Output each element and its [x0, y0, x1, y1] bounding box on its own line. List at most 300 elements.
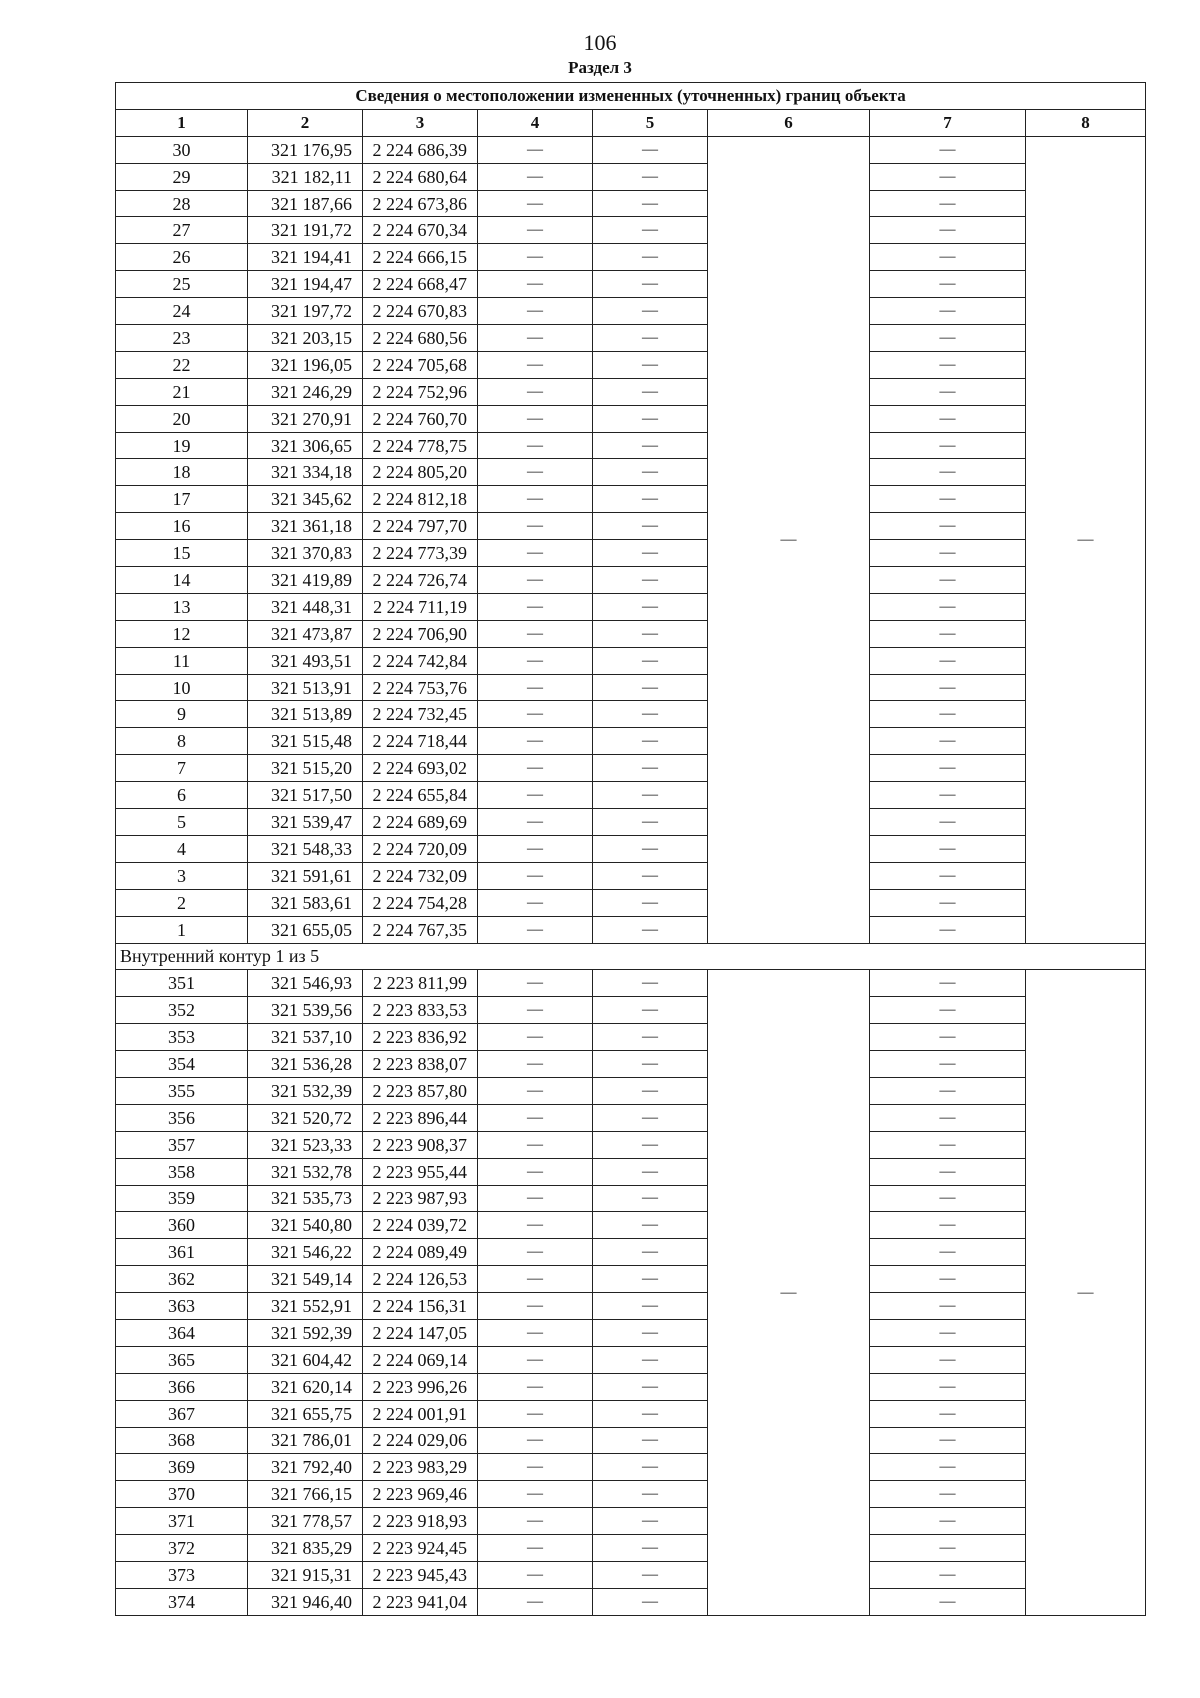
col5-dash-cell: —: [593, 351, 708, 378]
col4-dash-cell: —: [478, 1346, 593, 1373]
col7-dash-cell: —: [870, 674, 1026, 701]
point-number-cell: 366: [116, 1373, 248, 1400]
point-number-cell: 9: [116, 701, 248, 728]
column-header-row: [116, 109, 1146, 136]
x-coordinate-cell: 321 835,29: [248, 1535, 363, 1562]
table-row: [116, 459, 1146, 486]
x-coordinate-cell: 321 515,20: [248, 755, 363, 782]
col4-dash-cell: —: [478, 701, 593, 728]
col4-dash-cell: —: [478, 405, 593, 432]
x-coordinate-cell: 321 517,50: [248, 782, 363, 809]
table-row: [116, 1588, 1146, 1615]
point-number-cell: 19: [116, 432, 248, 459]
col4-dash-cell: —: [478, 325, 593, 352]
table-row: [116, 782, 1146, 809]
subsection-row: [116, 943, 1146, 970]
y-coordinate-cell: 2 223 811,99: [363, 970, 478, 997]
x-coordinate-cell: 321 513,91: [248, 674, 363, 701]
point-number-cell: 23: [116, 325, 248, 352]
col4-dash-cell: —: [478, 244, 593, 271]
col4-dash-cell: —: [478, 1588, 593, 1615]
col7-dash-cell: —: [870, 782, 1026, 809]
y-coordinate-cell: 2 224 673,86: [363, 190, 478, 217]
col7-dash-cell: —: [870, 916, 1026, 943]
table-row: [116, 701, 1146, 728]
table-row: [116, 1400, 1146, 1427]
col7-dash-cell: —: [870, 298, 1026, 325]
point-number-cell: 362: [116, 1266, 248, 1293]
x-coordinate-cell: 321 946,40: [248, 1588, 363, 1615]
y-coordinate-cell: 2 224 668,47: [363, 271, 478, 298]
table-row: [116, 1077, 1146, 1104]
x-coordinate-cell: 321 493,51: [248, 647, 363, 674]
table-row: [116, 1104, 1146, 1131]
table-row: [116, 1051, 1146, 1078]
point-number-cell: 369: [116, 1454, 248, 1481]
col4-dash-cell: —: [478, 1131, 593, 1158]
point-number-cell: 26: [116, 244, 248, 271]
table-row: [116, 540, 1146, 567]
table-row: [116, 755, 1146, 782]
y-coordinate-cell: 2 224 089,49: [363, 1239, 478, 1266]
col5-dash-cell: —: [593, 1561, 708, 1588]
col4-dash-cell: —: [478, 1481, 593, 1508]
col5-dash-cell: —: [593, 1024, 708, 1051]
col4-dash-cell: —: [478, 782, 593, 809]
y-coordinate-cell: 2 224 029,06: [363, 1427, 478, 1454]
point-number-cell: 25: [116, 271, 248, 298]
x-coordinate-cell: 321 766,15: [248, 1481, 363, 1508]
x-coordinate-cell: 321 532,78: [248, 1158, 363, 1185]
x-coordinate-cell: 321 176,95: [248, 136, 363, 163]
point-number-cell: 2: [116, 889, 248, 916]
col4-dash-cell: —: [478, 351, 593, 378]
y-coordinate-cell: 2 224 039,72: [363, 1212, 478, 1239]
column-header: 1: [116, 109, 248, 136]
col4-dash-cell: —: [478, 217, 593, 244]
table-row: [116, 432, 1146, 459]
col7-dash-cell: —: [870, 1588, 1026, 1615]
col7-dash-cell: —: [870, 540, 1026, 567]
y-coordinate-cell: 2 224 689,69: [363, 809, 478, 836]
subsection-label: Внутренний контур 1 из 5: [116, 943, 1146, 970]
point-number-cell: 370: [116, 1481, 248, 1508]
col5-dash-cell: —: [593, 486, 708, 513]
col5-dash-cell: —: [593, 889, 708, 916]
column-header: 8: [1026, 109, 1146, 136]
y-coordinate-cell: 2 224 767,35: [363, 916, 478, 943]
col4-dash-cell: —: [478, 1535, 593, 1562]
col7-dash-cell: —: [870, 405, 1026, 432]
col7-dash-cell: —: [870, 1266, 1026, 1293]
y-coordinate-cell: 2 223 987,93: [363, 1185, 478, 1212]
col7-dash-cell: —: [870, 862, 1026, 889]
point-number-cell: 371: [116, 1508, 248, 1535]
col4-dash-cell: —: [478, 190, 593, 217]
y-coordinate-cell: 2 224 726,74: [363, 567, 478, 594]
y-coordinate-cell: 2 223 896,44: [363, 1104, 478, 1131]
col5-dash-cell: —: [593, 593, 708, 620]
col5-dash-cell: —: [593, 190, 708, 217]
point-number-cell: 10: [116, 674, 248, 701]
point-number-cell: 356: [116, 1104, 248, 1131]
col7-dash-cell: —: [870, 1185, 1026, 1212]
col5-dash-cell: —: [593, 1293, 708, 1320]
col5-dash-cell: —: [593, 1212, 708, 1239]
col7-dash-cell: —: [870, 728, 1026, 755]
point-number-cell: 12: [116, 620, 248, 647]
x-coordinate-cell: 321 539,56: [248, 997, 363, 1024]
table-row: [116, 378, 1146, 405]
x-coordinate-cell: 321 515,48: [248, 728, 363, 755]
point-number-cell: 24: [116, 298, 248, 325]
point-number-cell: 6: [116, 782, 248, 809]
col7-dash-cell: —: [870, 970, 1026, 997]
y-coordinate-cell: 2 224 126,53: [363, 1266, 478, 1293]
y-coordinate-cell: 2 224 773,39: [363, 540, 478, 567]
y-coordinate-cell: 2 223 945,43: [363, 1561, 478, 1588]
y-coordinate-cell: 2 223 996,26: [363, 1373, 478, 1400]
point-number-cell: 13: [116, 593, 248, 620]
col7-dash-cell: —: [870, 217, 1026, 244]
col4-dash-cell: —: [478, 378, 593, 405]
col7-dash-cell: —: [870, 1346, 1026, 1373]
table-row: [116, 620, 1146, 647]
y-coordinate-cell: 2 224 001,91: [363, 1400, 478, 1427]
col5-dash-cell: —: [593, 647, 708, 674]
col7-dash-cell: —: [870, 701, 1026, 728]
y-coordinate-cell: 2 223 924,45: [363, 1535, 478, 1562]
col4-dash-cell: —: [478, 486, 593, 513]
col5-dash-cell: —: [593, 1239, 708, 1266]
x-coordinate-cell: 321 655,05: [248, 916, 363, 943]
col4-dash-cell: —: [478, 1024, 593, 1051]
y-coordinate-cell: 2 223 857,80: [363, 1077, 478, 1104]
table-row: [116, 1024, 1146, 1051]
col7-dash-cell: —: [870, 136, 1026, 163]
col4-dash-cell: —: [478, 513, 593, 540]
col5-dash-cell: —: [593, 1346, 708, 1373]
y-coordinate-cell: 2 224 778,75: [363, 432, 478, 459]
col4-dash-cell: —: [478, 1454, 593, 1481]
col7-dash-cell: —: [870, 593, 1026, 620]
col5-dash-cell: —: [593, 1373, 708, 1400]
point-number-cell: 14: [116, 567, 248, 594]
col7-dash-cell: —: [870, 325, 1026, 352]
point-number-cell: 1: [116, 916, 248, 943]
point-number-cell: 372: [116, 1535, 248, 1562]
col4-dash-cell: —: [478, 136, 593, 163]
col7-dash-cell: —: [870, 1077, 1026, 1104]
col7-dash-cell: —: [870, 1373, 1026, 1400]
col4-dash-cell: —: [478, 1561, 593, 1588]
x-coordinate-cell: 321 535,73: [248, 1185, 363, 1212]
column-header: 5: [593, 109, 708, 136]
col4-dash-cell: —: [478, 916, 593, 943]
table-row: [116, 916, 1146, 943]
x-coordinate-cell: 321 345,62: [248, 486, 363, 513]
col5-dash-cell: —: [593, 1427, 708, 1454]
col4-dash-cell: —: [478, 997, 593, 1024]
y-coordinate-cell: 2 224 812,18: [363, 486, 478, 513]
y-coordinate-cell: 2 223 969,46: [363, 1481, 478, 1508]
page-number: 106: [583, 30, 617, 55]
x-coordinate-cell: 321 203,15: [248, 325, 363, 352]
y-coordinate-cell: 2 224 069,14: [363, 1346, 478, 1373]
col8-merged-dash-cell: —: [1026, 970, 1146, 1615]
x-coordinate-cell: 321 196,05: [248, 351, 363, 378]
point-number-cell: 16: [116, 513, 248, 540]
table-row: [116, 997, 1146, 1024]
x-coordinate-cell: 321 655,75: [248, 1400, 363, 1427]
point-number-cell: 358: [116, 1158, 248, 1185]
col4-dash-cell: —: [478, 1400, 593, 1427]
y-coordinate-cell: 2 223 983,29: [363, 1454, 478, 1481]
col5-dash-cell: —: [593, 1535, 708, 1562]
table-row: [116, 486, 1146, 513]
table-row: [116, 1346, 1146, 1373]
y-coordinate-cell: 2 224 718,44: [363, 728, 478, 755]
table-row: [116, 674, 1146, 701]
table-row: [116, 835, 1146, 862]
col7-dash-cell: —: [870, 620, 1026, 647]
col4-dash-cell: —: [478, 728, 593, 755]
point-number-cell: 368: [116, 1427, 248, 1454]
col7-dash-cell: —: [870, 351, 1026, 378]
col4-dash-cell: —: [478, 567, 593, 594]
x-coordinate-cell: 321 270,91: [248, 405, 363, 432]
col4-dash-cell: —: [478, 809, 593, 836]
y-coordinate-cell: 2 224 753,76: [363, 674, 478, 701]
x-coordinate-cell: 321 548,33: [248, 835, 363, 862]
x-coordinate-cell: 321 549,14: [248, 1266, 363, 1293]
col7-dash-cell: —: [870, 1212, 1026, 1239]
col5-dash-cell: —: [593, 1051, 708, 1078]
table-row: [116, 1454, 1146, 1481]
col5-dash-cell: —: [593, 217, 708, 244]
col7-dash-cell: —: [870, 647, 1026, 674]
point-number-cell: 18: [116, 459, 248, 486]
y-coordinate-cell: 2 224 720,09: [363, 835, 478, 862]
col4-dash-cell: —: [478, 970, 593, 997]
table-row: [116, 163, 1146, 190]
col5-dash-cell: —: [593, 1319, 708, 1346]
point-number-cell: 374: [116, 1588, 248, 1615]
y-coordinate-cell: 2 224 686,39: [363, 136, 478, 163]
table-row: [116, 351, 1146, 378]
x-coordinate-cell: 321 448,31: [248, 593, 363, 620]
table-row: [116, 1293, 1146, 1320]
x-coordinate-cell: 321 786,01: [248, 1427, 363, 1454]
point-number-cell: 352: [116, 997, 248, 1024]
x-coordinate-cell: 321 306,65: [248, 432, 363, 459]
y-coordinate-cell: 2 224 655,84: [363, 782, 478, 809]
table-row: [116, 1212, 1146, 1239]
col4-dash-cell: —: [478, 1212, 593, 1239]
col7-dash-cell: —: [870, 1319, 1026, 1346]
col4-dash-cell: —: [478, 647, 593, 674]
col7-dash-cell: —: [870, 1239, 1026, 1266]
x-coordinate-cell: 321 540,80: [248, 1212, 363, 1239]
col4-dash-cell: —: [478, 755, 593, 782]
y-coordinate-cell: 2 224 732,09: [363, 862, 478, 889]
col5-dash-cell: —: [593, 432, 708, 459]
table-row: [116, 1319, 1146, 1346]
col7-dash-cell: —: [870, 190, 1026, 217]
col7-dash-cell: —: [870, 1051, 1026, 1078]
col5-dash-cell: —: [593, 809, 708, 836]
col7-dash-cell: —: [870, 432, 1026, 459]
y-coordinate-cell: 2 224 156,31: [363, 1293, 478, 1320]
table-row: [116, 1535, 1146, 1562]
y-coordinate-cell: 2 223 941,04: [363, 1588, 478, 1615]
col4-dash-cell: —: [478, 271, 593, 298]
column-header: 3: [363, 109, 478, 136]
x-coordinate-cell: 321 187,66: [248, 190, 363, 217]
col5-dash-cell: —: [593, 1454, 708, 1481]
point-number-cell: 357: [116, 1131, 248, 1158]
col7-dash-cell: —: [870, 889, 1026, 916]
y-coordinate-cell: 2 224 706,90: [363, 620, 478, 647]
x-coordinate-cell: 321 523,33: [248, 1131, 363, 1158]
point-number-cell: 355: [116, 1077, 248, 1104]
col5-dash-cell: —: [593, 1131, 708, 1158]
col7-dash-cell: —: [870, 755, 1026, 782]
col4-dash-cell: —: [478, 593, 593, 620]
y-coordinate-cell: 2 224 754,28: [363, 889, 478, 916]
col4-dash-cell: —: [478, 298, 593, 325]
col4-dash-cell: —: [478, 1239, 593, 1266]
point-number-cell: 28: [116, 190, 248, 217]
x-coordinate-cell: 321 194,47: [248, 271, 363, 298]
table-title: Сведения о местоположении измененных (уточненных) границ объекта: [116, 83, 1146, 110]
col7-dash-cell: —: [870, 271, 1026, 298]
col7-dash-cell: —: [870, 459, 1026, 486]
col7-dash-cell: —: [870, 1293, 1026, 1320]
x-coordinate-cell: 321 520,72: [248, 1104, 363, 1131]
table-row: [116, 970, 1146, 997]
x-coordinate-cell: 321 419,89: [248, 567, 363, 594]
y-coordinate-cell: 2 224 711,19: [363, 593, 478, 620]
x-coordinate-cell: 321 552,91: [248, 1293, 363, 1320]
y-coordinate-cell: 2 224 147,05: [363, 1319, 478, 1346]
table-row: [116, 1373, 1146, 1400]
y-coordinate-cell: 2 224 797,70: [363, 513, 478, 540]
col5-dash-cell: —: [593, 325, 708, 352]
x-coordinate-cell: 321 546,93: [248, 970, 363, 997]
col4-dash-cell: —: [478, 862, 593, 889]
y-coordinate-cell: 2 224 742,84: [363, 647, 478, 674]
col5-dash-cell: —: [593, 782, 708, 809]
x-coordinate-cell: 321 197,72: [248, 298, 363, 325]
table-row: [116, 1508, 1146, 1535]
col5-dash-cell: —: [593, 136, 708, 163]
point-number-cell: 364: [116, 1319, 248, 1346]
col4-dash-cell: —: [478, 1051, 593, 1078]
x-coordinate-cell: 321 194,41: [248, 244, 363, 271]
y-coordinate-cell: 2 224 693,02: [363, 755, 478, 782]
col7-dash-cell: —: [870, 1427, 1026, 1454]
column-header: 4: [478, 109, 593, 136]
x-coordinate-cell: 321 792,40: [248, 1454, 363, 1481]
x-coordinate-cell: 321 778,57: [248, 1508, 363, 1535]
col6-merged-dash-cell: —: [708, 136, 870, 943]
col7-dash-cell: —: [870, 835, 1026, 862]
point-number-cell: 367: [116, 1400, 248, 1427]
col5-dash-cell: —: [593, 378, 708, 405]
col5-dash-cell: —: [593, 728, 708, 755]
table-row: [116, 513, 1146, 540]
col5-dash-cell: —: [593, 1588, 708, 1615]
col7-dash-cell: —: [870, 1158, 1026, 1185]
point-number-cell: 363: [116, 1293, 248, 1320]
x-coordinate-cell: 321 537,10: [248, 1024, 363, 1051]
point-number-cell: 361: [116, 1239, 248, 1266]
table-row: [116, 567, 1146, 594]
point-number-cell: 17: [116, 486, 248, 513]
col5-dash-cell: —: [593, 916, 708, 943]
col5-dash-cell: —: [593, 620, 708, 647]
x-coordinate-cell: 321 246,29: [248, 378, 363, 405]
col7-dash-cell: —: [870, 809, 1026, 836]
point-number-cell: 21: [116, 378, 248, 405]
col8-merged-dash-cell: —: [1026, 136, 1146, 943]
col6-merged-dash-cell: —: [708, 970, 870, 1615]
col7-dash-cell: —: [870, 486, 1026, 513]
col5-dash-cell: —: [593, 1158, 708, 1185]
col5-dash-cell: —: [593, 1400, 708, 1427]
point-number-cell: 4: [116, 835, 248, 862]
col5-dash-cell: —: [593, 405, 708, 432]
x-coordinate-cell: 321 191,72: [248, 217, 363, 244]
col4-dash-cell: —: [478, 1319, 593, 1346]
col7-dash-cell: —: [870, 1561, 1026, 1588]
col4-dash-cell: —: [478, 1373, 593, 1400]
col4-dash-cell: —: [478, 1077, 593, 1104]
table-row: [116, 862, 1146, 889]
col5-dash-cell: —: [593, 997, 708, 1024]
point-number-cell: 373: [116, 1561, 248, 1588]
col5-dash-cell: —: [593, 970, 708, 997]
point-number-cell: 29: [116, 163, 248, 190]
x-coordinate-cell: 321 532,39: [248, 1077, 363, 1104]
table-row: [116, 1266, 1146, 1293]
point-number-cell: 5: [116, 809, 248, 836]
point-number-cell: 360: [116, 1212, 248, 1239]
y-coordinate-cell: 2 224 732,45: [363, 701, 478, 728]
table-body: [116, 136, 1146, 1615]
col7-dash-cell: —: [870, 244, 1026, 271]
col7-dash-cell: —: [870, 1024, 1026, 1051]
table-row: [116, 1158, 1146, 1185]
table-row: [116, 298, 1146, 325]
col5-dash-cell: —: [593, 1104, 708, 1131]
y-coordinate-cell: 2 223 836,92: [363, 1024, 478, 1051]
point-number-cell: 7: [116, 755, 248, 782]
col4-dash-cell: —: [478, 620, 593, 647]
table-row: [116, 136, 1146, 163]
col4-dash-cell: —: [478, 1158, 593, 1185]
col7-dash-cell: —: [870, 513, 1026, 540]
col5-dash-cell: —: [593, 701, 708, 728]
col7-dash-cell: —: [870, 997, 1026, 1024]
section-label: Раздел 3: [568, 58, 632, 77]
y-coordinate-cell: 2 223 955,44: [363, 1158, 478, 1185]
col4-dash-cell: —: [478, 1104, 593, 1131]
col7-dash-cell: —: [870, 1104, 1026, 1131]
point-number-cell: 15: [116, 540, 248, 567]
point-number-cell: 11: [116, 647, 248, 674]
